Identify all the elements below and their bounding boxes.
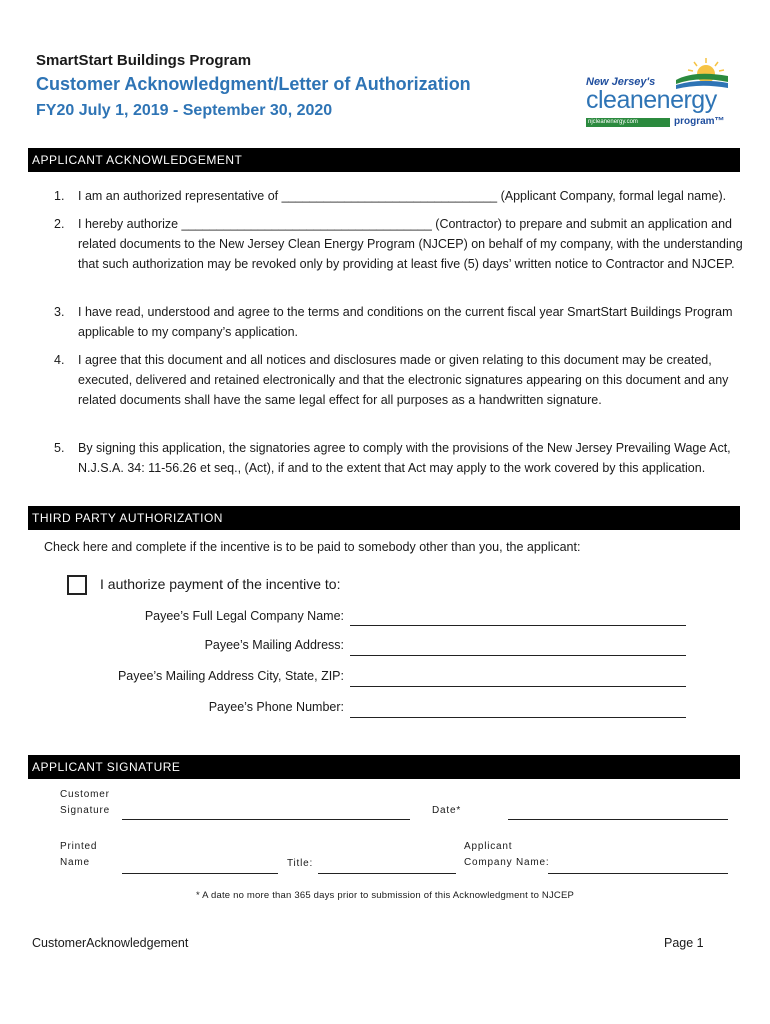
list-item [54,214,744,274]
printed-name-label-line1: Printed [60,841,98,852]
logo-url-text: njcleanenergy.com [588,119,638,125]
customer-signature-label-line2: Signature [60,805,111,816]
authorize-payment-checkbox[interactable] [67,575,87,595]
section-header-signature: APPLICANT SIGNATURE [28,755,740,779]
njcep-logo [584,56,732,130]
printed-name-label-line2: Name [60,857,90,868]
customer-signature-field[interactable] [122,818,410,820]
title-label: Title: [287,858,314,869]
date-footnote: * A date no more than 365 days prior to submission of this Acknowledgment to NJCEP [195,890,575,901]
section-header-third-party: THIRD PARTY AUTHORIZATION [28,506,740,530]
title-field[interactable] [318,872,456,874]
customer-signature-label [60,787,110,819]
list-item-number: 4. [54,353,65,367]
list-item-text: I agree that this document and all notices and disclosures made or given relating to this document may be created, executed, delivered and retained electronically and that the electronic signatures appearing on this document and any related documents shall have the same legal effect for all purposes as a handwritten signature. [78,353,729,407]
customer-signature-label-line1: Customer [60,789,110,800]
list-item-text: By signing this application, the signatories agree to comply with the provisions of the New Jersey Prevailing Wage Act, N.J.S.A. 34: 11-56.26 et seq., (Act), if and to the extent that Act may apply to the work covered by this application. [78,441,731,475]
payee-mailing-address-label: Payee’s Mailing Address: [204,638,344,652]
applicant-company-label-line1: Applicant [464,841,513,852]
list-item-number: 2. [54,217,65,231]
logo-name-text: cleanenergy [586,86,717,114]
payee-phone-number-field[interactable] [350,716,686,718]
program-title: SmartStart Buildings Program [36,52,252,69]
list-item-text: I have read, understood and agree to the terms and conditions on the current fiscal year SmartStart Buildings Program applicable to my company’s application. [78,305,733,339]
payee-phone-number-label: Payee’s Phone Number: [208,700,344,714]
logo-state-text: New Jersey's [586,76,656,88]
list-item-number: 3. [54,305,65,319]
payee-city-state-zip-field[interactable] [350,685,686,687]
authorize-payment-label: I authorize payment of the incentive to: [100,576,341,592]
list-item [54,186,744,206]
list-item [54,302,744,342]
date-field[interactable] [508,818,728,820]
third-party-intro: Check here and complete if the incentive is to be paid to somebody other than you, the applicant: [44,540,581,554]
document-subtitle: FY20 July 1, 2019 - September 30, 2020 [36,102,333,119]
sun-wave-icon [674,56,730,90]
list-item-number: 5. [54,441,65,455]
payee-company-name-field[interactable] [350,624,686,626]
applicant-company-field[interactable] [548,872,728,874]
payee-mailing-address-field[interactable] [350,654,686,656]
list-item-text: I am an authorized representative of _______________________________ (Applicant Company, formal legal name). [78,189,727,203]
applicant-company-label-line2: Company Name: [464,857,550,868]
document-title: Customer Acknowledgment/Letter of Authorization [36,74,471,94]
date-label: Date* [432,805,462,816]
payee-company-name-label: Payee’s Full Legal Company Name: [144,609,344,623]
payee-city-state-zip-label: Payee’s Mailing Address City, State, ZIP: [117,669,344,683]
list-item-text: I hereby authorize ____________________________________ (Contractor) to prepare and submit an application and related documents to the New Jersey Clean Energy Program (NJCEP) on behalf of my company, with the understanding that such authorization may be revoked only by providing at least five (5) days’ written notice to Contractor and NJCEP. [78,217,743,271]
logo-program-text: program™ [674,116,725,127]
footer-page-number: Page 1 [664,936,704,950]
footer-document-name: CustomerAcknowledgement [32,936,189,950]
list-item [54,350,744,410]
printed-name-field[interactable] [122,872,278,874]
list-item [54,438,744,478]
section-header-acknowledgement: APPLICANT ACKNOWLEDGEMENT [28,148,740,172]
applicant-company-label [464,839,549,871]
printed-name-label [60,839,97,871]
list-item-number: 1. [54,189,65,203]
